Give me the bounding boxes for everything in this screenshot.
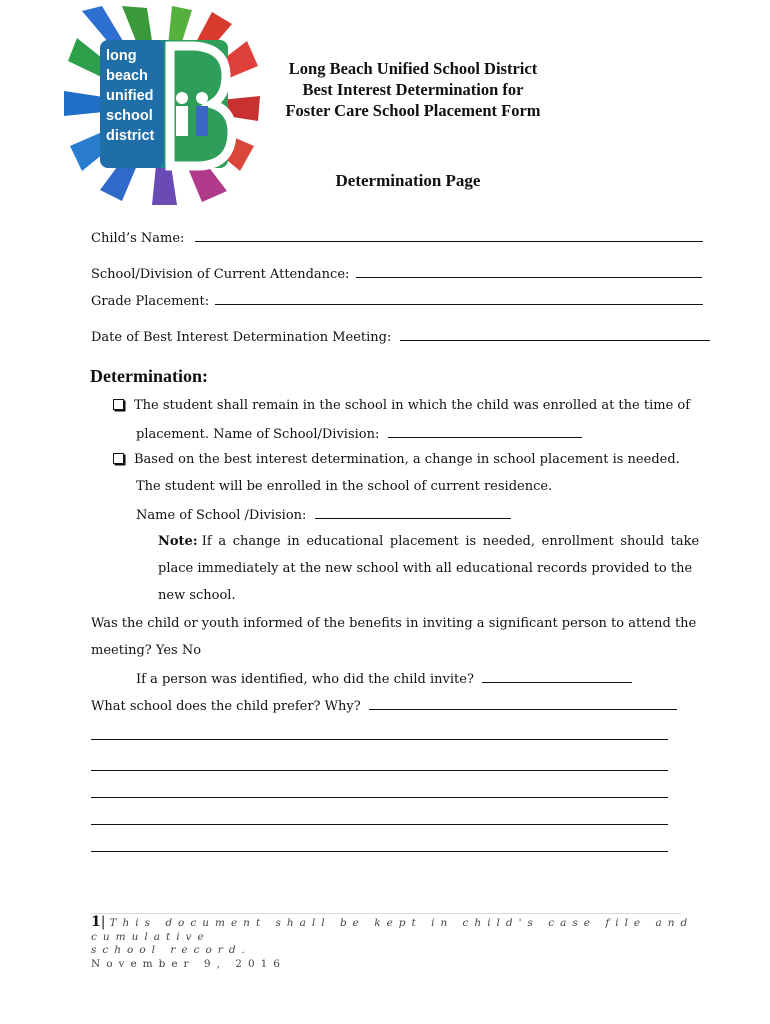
answer-line-4[interactable] <box>91 824 668 825</box>
note-line-3: new school. <box>158 588 236 603</box>
option2-school-field[interactable] <box>315 506 511 519</box>
option2-row <box>113 452 680 468</box>
determination-heading: Determination: <box>90 366 208 386</box>
logo-line-2: beach <box>106 68 148 84</box>
school-division-row <box>91 265 702 283</box>
footer-text-1: This document shall be kept in child's case file and cumulative <box>91 917 694 943</box>
footer <box>91 916 770 971</box>
district-logo <box>62 6 262 206</box>
logo-line-4: school <box>106 108 153 124</box>
q2-field[interactable] <box>369 697 677 710</box>
q1-follow-label: If a person was identified, who did the child invite? <box>136 672 474 687</box>
q2-row <box>91 697 677 715</box>
option1-checkbox[interactable] <box>113 399 124 410</box>
title-line-3: Foster Care School Placement Form <box>285 101 541 120</box>
option1-text: The student shall remain in the school in which the child was enrolled at the time of <box>134 398 691 413</box>
grade-placement-field[interactable] <box>215 292 703 305</box>
note-line-2: place immediately at the new school with all educational records provided to the <box>158 561 693 576</box>
answer-line-3[interactable] <box>91 797 668 798</box>
form-title <box>258 58 568 121</box>
q1-follow-row <box>136 670 632 688</box>
note-label: Note: <box>158 534 198 549</box>
grade-placement-row <box>91 292 703 310</box>
page-number: 1 <box>91 914 101 930</box>
option2-text: Based on the best interest determination, a change in school placement is needed. <box>134 452 680 467</box>
page-subtitle: Determination Page <box>335 171 481 190</box>
title-line-1: Long Beach Unified School District <box>288 59 538 78</box>
child-name-row <box>91 229 703 247</box>
footer-date: November 9, 2016 <box>91 957 286 970</box>
answer-line-5[interactable] <box>91 851 668 852</box>
q2-label: What school does the child prefer? Why? <box>91 699 361 714</box>
q1-line-2: meeting? Yes No <box>91 643 202 658</box>
grade-placement-label: Grade Placement: <box>91 294 210 309</box>
logo-line-5: district <box>106 128 155 144</box>
option2-school-row <box>136 506 511 524</box>
answer-line-2[interactable] <box>91 770 668 771</box>
meeting-date-row <box>91 328 710 346</box>
option2-school-label: Name of School /Division: <box>136 508 307 523</box>
logo-line-1: long <box>106 48 137 64</box>
option2-line2: The student will be enrolled in the school of current residence. <box>136 479 553 494</box>
option1-school-label: placement. Name of School/Division: <box>136 427 380 442</box>
note-text-1: If a change in educational placement is needed, enrollment should take <box>201 534 700 549</box>
q1-follow-field[interactable] <box>482 670 632 683</box>
meeting-date-field[interactable] <box>400 328 710 341</box>
note-line-1 <box>158 534 699 550</box>
footer-separator: | <box>100 914 106 930</box>
option1-school-field[interactable] <box>388 425 582 438</box>
school-division-field[interactable] <box>356 265 702 278</box>
option2-checkbox[interactable] <box>113 453 124 464</box>
meeting-date-label: Date of Best Interest Determination Meeting: <box>91 330 392 345</box>
footer-divider <box>91 913 681 914</box>
logo-line-3: unified <box>106 88 154 104</box>
child-name-field[interactable] <box>195 229 703 242</box>
school-division-label: School/Division of Current Attendance: <box>91 267 350 282</box>
title-line-2: Best Interest Determination for <box>302 80 524 99</box>
option1-row <box>113 398 690 414</box>
child-name-label: Child’s Name: <box>91 231 185 246</box>
answer-line-1[interactable] <box>91 739 668 740</box>
q1-line-1: Was the child or youth informed of the benefits in inviting a significant person to attend the <box>91 616 697 631</box>
footer-text-2: school record. <box>91 944 251 956</box>
option1-school-row <box>136 425 582 443</box>
